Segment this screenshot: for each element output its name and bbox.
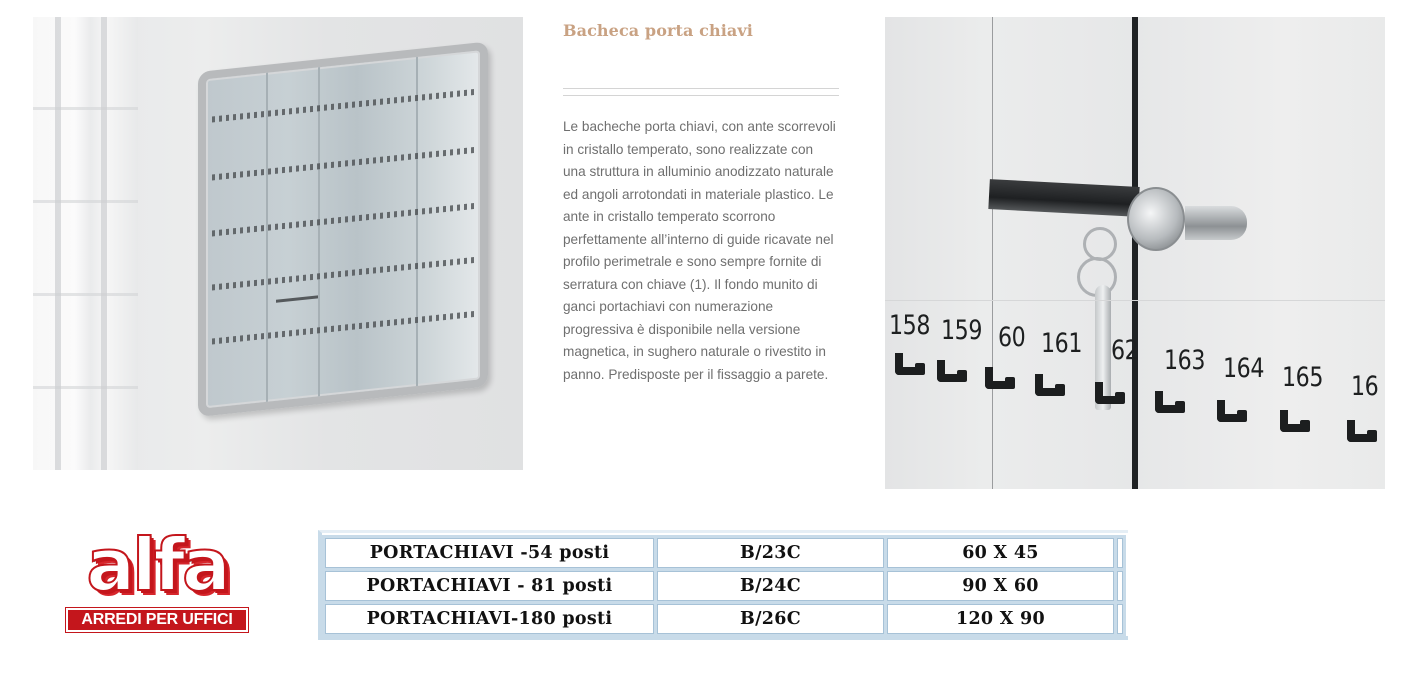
hook-row [212, 311, 474, 345]
hook-number: 163 [1164, 345, 1206, 376]
product-name-cell: PORTACHIAVI-180 posti [325, 604, 654, 634]
hook-number: 159 [941, 315, 983, 346]
glass-edge [992, 17, 993, 489]
hook-icon [1347, 420, 1371, 442]
glass-pane-divider [318, 67, 320, 396]
product-title: Bacheca porta chiavi [563, 21, 753, 40]
lock-cylinder [1127, 187, 1185, 251]
table-row [325, 571, 1123, 601]
product-code-cell: B/23C [657, 538, 884, 568]
number-strip [885, 300, 1385, 301]
window-frame [55, 17, 61, 470]
table-row [325, 604, 1123, 634]
table-row [325, 538, 1123, 568]
hook-icon [1155, 391, 1179, 413]
lock-closeup-photo [885, 17, 1385, 489]
empty-cell [1117, 538, 1123, 568]
sliding-door-handle [276, 295, 318, 302]
product-name-cell: PORTACHIAVI -54 posti [325, 538, 654, 568]
product-info [563, 17, 839, 382]
product-size-cell: 120 X 90 [887, 604, 1114, 634]
hook-number: 60 [998, 322, 1026, 353]
product-description: Le bacheche porta chiavi, con ante scorrevoli in cristallo temperato, sono realizzate con una struttura in alluminio anodizzato naturale ed angoli arrotondati in materiale plastico. Le ante in cristallo temperato scorrono perfettamente all’interno di guide ricavate nel profilo perimetrale e sono sempre fornite di serratura con chiave (1). Il fondo munito di ganci portachiavi con numerazione progressiva è disponibile nella versione magnetica, in sughero naturale o rivestito in panno. Predisposte per il fissaggio a parete. [563, 119, 836, 382]
lock-rack-bar [988, 179, 1139, 217]
product-name-cell: PORTACHIAVI - 81 posti [325, 571, 654, 601]
lock-bolt [1185, 206, 1247, 240]
logo-tagline: ARREDI PER UFFICI [66, 608, 248, 632]
hook-icon [1095, 382, 1119, 404]
alfa-logo [66, 523, 248, 632]
glass-pane-divider [416, 57, 418, 386]
key-cabinet-board [198, 42, 488, 417]
hook-row [212, 257, 474, 291]
spec-table [318, 530, 1128, 640]
key-cabinet-photo [33, 17, 523, 470]
hook-icon [985, 367, 1009, 389]
divider [563, 88, 839, 89]
hook-icon [1217, 400, 1241, 422]
hook-number: 164 [1223, 353, 1265, 384]
hook-icon [1280, 410, 1304, 432]
background-window [33, 17, 138, 470]
hook-row [212, 89, 474, 123]
hook-number: 165 [1282, 362, 1324, 393]
empty-cell [1117, 571, 1123, 601]
product-size-cell: 90 X 60 [887, 571, 1114, 601]
hook-icon [1035, 374, 1059, 396]
key-ring-icon [1083, 227, 1117, 261]
hook-number: 16 [1351, 371, 1379, 402]
hook-number: 161 [1041, 328, 1083, 359]
product-size-cell: 60 X 45 [887, 538, 1114, 568]
product-code-cell: B/26C [657, 604, 884, 634]
empty-cell [1117, 604, 1123, 634]
hook-icon [895, 353, 919, 375]
hook-icon [937, 360, 961, 382]
window-frame [101, 17, 107, 470]
logo-wordmark: alfa [86, 523, 228, 607]
product-code-cell: B/24C [657, 571, 884, 601]
glass-door-edge [1132, 17, 1138, 489]
divider [563, 95, 839, 96]
hook-number: 62 [1111, 335, 1139, 366]
glass-pane-divider [266, 73, 268, 402]
hook-row [212, 147, 474, 181]
hook-number: 158 [889, 310, 931, 341]
hook-row [212, 203, 474, 237]
